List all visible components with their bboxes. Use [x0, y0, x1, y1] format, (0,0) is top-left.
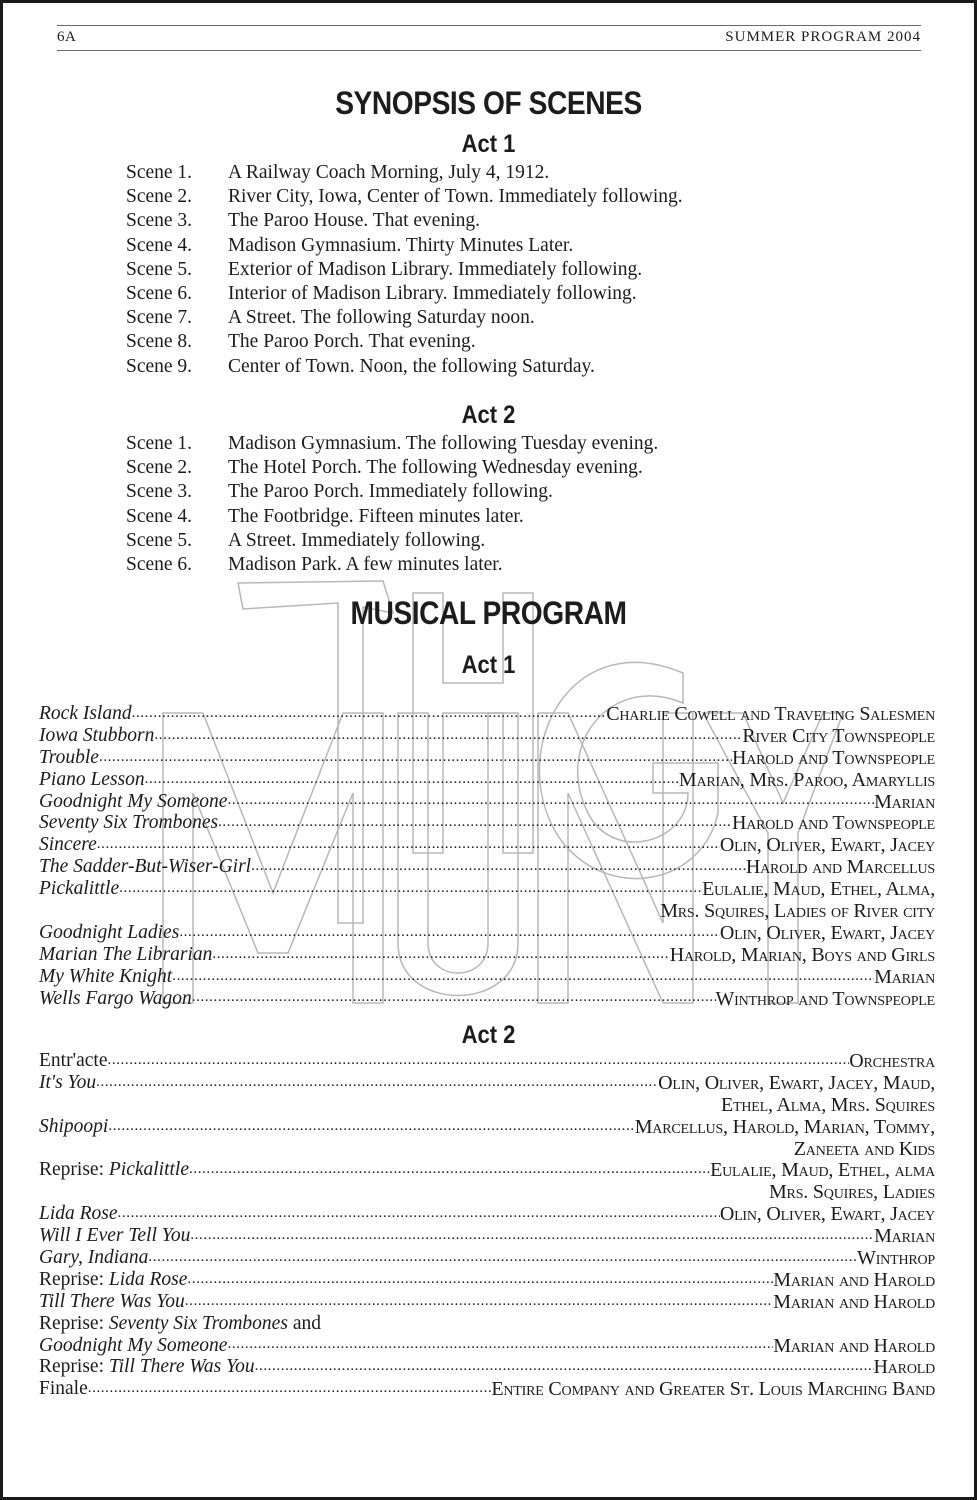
- scene-description: The Paroo Porch. That evening.: [228, 331, 476, 353]
- song-name: Sincere: [39, 834, 97, 856]
- page-number: 6A: [57, 29, 77, 45]
- song-name: Trouble: [39, 746, 99, 768]
- song-name: Will I Ever Tell You: [39, 1225, 191, 1247]
- scene-number: Scene 6.: [126, 553, 193, 575]
- song-performers: Marian, Mrs. Paroo, Amaryllis: [678, 768, 935, 791]
- scene-description: Center of Town. Noon, the following Saturday.: [228, 355, 595, 377]
- scene-description: Exterior of Madison Library. Immediately following.: [228, 258, 643, 280]
- scene-description: The Paroo Porch. Immediately following.: [228, 481, 553, 503]
- song-performers: Marcellus, Harold, Marian, Tommy,: [634, 1115, 935, 1138]
- scene-row: [126, 234, 846, 258]
- song-title: [39, 1313, 321, 1335]
- song-name: Lida Rose: [108, 1268, 188, 1290]
- dot-leader: [99, 747, 732, 769]
- song-prefix: Reprise:: [39, 1356, 109, 1378]
- song-row: [39, 834, 935, 856]
- scene-number: Scene 5.: [126, 258, 193, 280]
- song-title: [39, 1247, 148, 1269]
- dot-leader: [189, 1159, 710, 1181]
- publication-title: SUMMER PROGRAM 2004: [725, 29, 921, 45]
- song-title: [39, 1072, 96, 1094]
- dot-leader: [96, 1072, 658, 1094]
- synopsis-act1-title: Act 1: [461, 130, 516, 158]
- song-name: Seventy Six Trombones: [39, 812, 219, 834]
- dot-leader: [118, 1203, 720, 1225]
- scene-description: River City, Iowa, Center of Town. Immediately following.: [228, 186, 683, 208]
- scene-number: Scene 6.: [126, 282, 193, 304]
- song-title: [39, 791, 227, 813]
- song-row: [39, 725, 935, 747]
- scene-number: Scene 2.: [126, 457, 193, 479]
- song-name: Goodnight My Someone: [39, 790, 228, 812]
- synopsis-act1-scenes: [126, 161, 846, 379]
- song-prefix: Reprise:: [39, 1159, 109, 1181]
- song-name: Goodnight Ladies: [39, 921, 180, 943]
- song-performers: Olin, Oliver, Ewart, Jacey: [719, 921, 935, 944]
- synopsis-act2-scenes: [126, 432, 846, 577]
- program-act1-title: Act 1: [461, 651, 516, 679]
- scene-row: [126, 480, 846, 504]
- song-title: [39, 769, 145, 791]
- dot-leader: [187, 1269, 773, 1291]
- scene-row: [126, 553, 846, 577]
- scene-row: [126, 330, 846, 354]
- dot-leader: [107, 1050, 849, 1072]
- scene-number: Scene 9.: [126, 355, 193, 377]
- song-name: Pickalittle: [39, 878, 120, 900]
- song-name: Piano Lesson: [39, 768, 145, 790]
- header-rule-top: [57, 25, 921, 26]
- song-name: Till There Was You: [108, 1356, 255, 1378]
- program-page: [3, 3, 974, 1497]
- dot-leader: [88, 1378, 492, 1400]
- song-performers: Eulalie, Maud, Ethel, alma: [710, 1159, 935, 1182]
- song-row: [39, 1203, 935, 1225]
- song-performers: Harold and Marcellus: [745, 856, 935, 879]
- scene-row: [126, 258, 846, 282]
- song-performers: Marian and Harold: [773, 1334, 935, 1357]
- song-performers: Winthrop and Townspeople: [715, 987, 935, 1010]
- song-row: [39, 856, 935, 878]
- song-performers: Marian: [874, 790, 935, 813]
- scene-row: [126, 355, 846, 379]
- scene-description: The Footbridge. Fifteen minutes later.: [228, 505, 524, 527]
- song-row: [39, 1225, 935, 1247]
- song-performers-continued: Mrs. Squires, Ladies of River city: [660, 900, 935, 923]
- song-performers: River City Townspeople: [742, 724, 935, 747]
- scene-number: Scene 8.: [126, 331, 193, 353]
- scene-description: A Street. The following Saturday noon.: [228, 307, 535, 329]
- scene-description: Madison Park. A few minutes later.: [228, 553, 503, 575]
- scene-row: [126, 185, 846, 209]
- dot-leader: [179, 922, 720, 944]
- song-performers: Marian: [874, 1225, 935, 1248]
- song-title: [39, 1225, 190, 1247]
- musical-program-title: MUSICAL PROGRAM: [350, 595, 627, 631]
- scene-number: Scene 3.: [126, 210, 193, 232]
- song-title: [39, 922, 179, 944]
- song-title: [39, 1378, 88, 1400]
- scene-number: Scene 4.: [126, 505, 193, 527]
- song-row: [39, 878, 935, 900]
- scene-number: Scene 2.: [126, 186, 193, 208]
- song-row: [39, 1356, 935, 1378]
- song-performers: Eulalie, Maud, Ethel, Alma,: [702, 878, 935, 901]
- song-suffix: and: [287, 1312, 321, 1334]
- song-performers: Olin, Oliver, Ewart, Jacey: [719, 1203, 935, 1226]
- scene-row: [126, 529, 846, 553]
- song-prefix: Finale: [39, 1378, 88, 1400]
- song-title: [39, 1159, 189, 1181]
- song-performers: Marian and Harold: [773, 1290, 935, 1313]
- song-title: [39, 747, 99, 769]
- song-row: [39, 1159, 935, 1181]
- song-prefix: Reprise:: [39, 1312, 109, 1334]
- scene-description: The Hotel Porch. The following Wednesday evening.: [228, 457, 643, 479]
- song-row: [39, 944, 935, 966]
- scene-number: Scene 4.: [126, 234, 193, 256]
- song-title: [39, 878, 119, 900]
- scene-description: A Street. Immediately following.: [228, 529, 486, 551]
- song-performers: Harold: [873, 1356, 935, 1379]
- song-row: [39, 1072, 935, 1094]
- song-title: [39, 812, 218, 834]
- song-performers: Harold and Townspeople: [731, 746, 935, 769]
- song-name: My White Knight: [39, 965, 173, 987]
- synopsis-title: SYNOPSIS OF SCENES: [335, 85, 642, 121]
- song-performers: Orchestra: [849, 1050, 935, 1072]
- dot-leader: [255, 1356, 874, 1378]
- song-performers: Harold and Townspeople: [731, 812, 935, 835]
- dot-leader: [145, 769, 679, 791]
- scene-description: Interior of Madison Library. Immediately following.: [228, 282, 637, 304]
- scene-number: Scene 1.: [126, 433, 193, 454]
- dot-leader: [190, 1225, 874, 1247]
- dot-leader: [251, 856, 746, 878]
- song-prefix: Entr'acte: [39, 1050, 108, 1071]
- song-name: Gary, Indiana: [39, 1247, 149, 1269]
- song-title: [39, 834, 97, 856]
- song-title: [39, 1203, 118, 1225]
- dot-leader: [185, 1291, 774, 1313]
- song-performers: Harold, Marian, Boys and Girls: [669, 943, 935, 966]
- song-title: [39, 966, 172, 988]
- song-performers: Entire Company and Greater St. Louis Marching Band: [491, 1378, 935, 1401]
- song-row: [39, 747, 935, 769]
- dot-leader: [148, 1247, 857, 1269]
- song-performers: Olin, Oliver, Ewart, Jacey, Maud,: [658, 1071, 935, 1094]
- song-performers-continued: Mrs. Squires, Ladies: [768, 1181, 935, 1204]
- dot-leader: [172, 966, 874, 988]
- program-act1-songs: [39, 703, 935, 1009]
- song-row: [39, 1269, 935, 1291]
- scene-row: [126, 161, 846, 185]
- scene-row: [126, 209, 846, 233]
- song-performers: Olin, Oliver, Ewart, Jacey: [719, 834, 935, 857]
- song-row: [39, 1050, 935, 1072]
- song-name: Wells Fargo Wagon: [39, 987, 192, 1009]
- song-performers: Marian and Harold: [773, 1268, 935, 1291]
- song-title: [39, 1291, 185, 1313]
- song-performers: Charlie Cowell and Traveling Salesmen: [606, 703, 935, 725]
- song-performers-continued: Ethel, Alma, Mrs. Squires: [720, 1093, 935, 1116]
- dot-leader: [227, 1335, 773, 1357]
- dot-leader: [192, 988, 716, 1010]
- song-row: [39, 812, 935, 834]
- song-row: [39, 1291, 935, 1313]
- song-row: [39, 703, 935, 725]
- song-name: Iowa Stubborn: [39, 724, 155, 746]
- song-name: Goodnight My Someone: [39, 1334, 228, 1356]
- song-row: [39, 769, 935, 791]
- dot-leader: [119, 878, 702, 900]
- song-prefix: Reprise:: [39, 1268, 109, 1290]
- scene-description: Madison Gymnasium. The following Tuesday evening.: [228, 433, 659, 454]
- song-title: [39, 1356, 255, 1378]
- song-row: [39, 1378, 935, 1400]
- scene-row: [126, 432, 846, 456]
- scene-row: [126, 456, 846, 480]
- dot-leader: [154, 725, 742, 747]
- song-title: [39, 1050, 107, 1072]
- song-row: [39, 1313, 935, 1335]
- dot-leader: [227, 791, 874, 813]
- song-row: [39, 1335, 935, 1357]
- dot-leader: [108, 1116, 634, 1138]
- dot-leader: [132, 703, 607, 725]
- song-title: [39, 944, 212, 966]
- song-performers: Marian: [874, 965, 935, 988]
- scene-number: Scene 7.: [126, 307, 193, 329]
- song-title: [39, 856, 251, 878]
- song-name: Rock Island: [39, 703, 132, 724]
- scene-row: [126, 282, 846, 306]
- scene-description: A Railway Coach Morning, July 4, 1912.: [228, 162, 550, 183]
- song-title: [39, 1335, 227, 1357]
- song-name: Seventy Six Trombones: [108, 1312, 288, 1334]
- song-name: Till There Was You: [39, 1290, 185, 1312]
- song-row: [39, 922, 935, 944]
- scene-row: [126, 505, 846, 529]
- dot-leader: [212, 944, 669, 966]
- scene-description: The Paroo House. That evening.: [228, 210, 480, 232]
- song-title: [39, 1269, 187, 1291]
- header-rule-bottom: [57, 50, 921, 51]
- song-name: Shipoopi: [39, 1115, 109, 1137]
- song-row: [39, 1116, 935, 1138]
- song-name: Marian The Librarian: [39, 943, 213, 965]
- scene-number: Scene 3.: [126, 481, 193, 503]
- song-performers: Winthrop: [857, 1247, 935, 1269]
- synopsis-act2-title: Act 2: [461, 401, 516, 429]
- program-act2-songs: [39, 1050, 935, 1400]
- scene-number: Scene 5.: [126, 529, 193, 551]
- song-name: Pickalittle: [108, 1159, 189, 1181]
- song-title: [39, 1116, 108, 1138]
- dot-leader: [97, 834, 720, 856]
- song-row: [39, 966, 935, 988]
- scene-description: Madison Gymnasium. Thirty Minutes Later.: [228, 234, 574, 256]
- song-performers-continued: Zaneeta and Kids: [793, 1137, 935, 1160]
- song-row: [39, 1247, 935, 1269]
- program-act2-title: Act 2: [461, 1021, 516, 1049]
- song-title: [39, 988, 192, 1010]
- song-name: The Sadder-But-Wiser-Girl: [39, 856, 252, 878]
- song-name: Lida Rose: [39, 1203, 118, 1225]
- song-row: [39, 988, 935, 1010]
- scene-number: Scene 1.: [126, 162, 193, 183]
- dot-leader: [218, 812, 732, 834]
- song-title: [39, 703, 132, 725]
- song-title: [39, 725, 154, 747]
- song-name: It's You: [39, 1071, 97, 1093]
- song-row: [39, 791, 935, 813]
- scene-row: [126, 306, 846, 330]
